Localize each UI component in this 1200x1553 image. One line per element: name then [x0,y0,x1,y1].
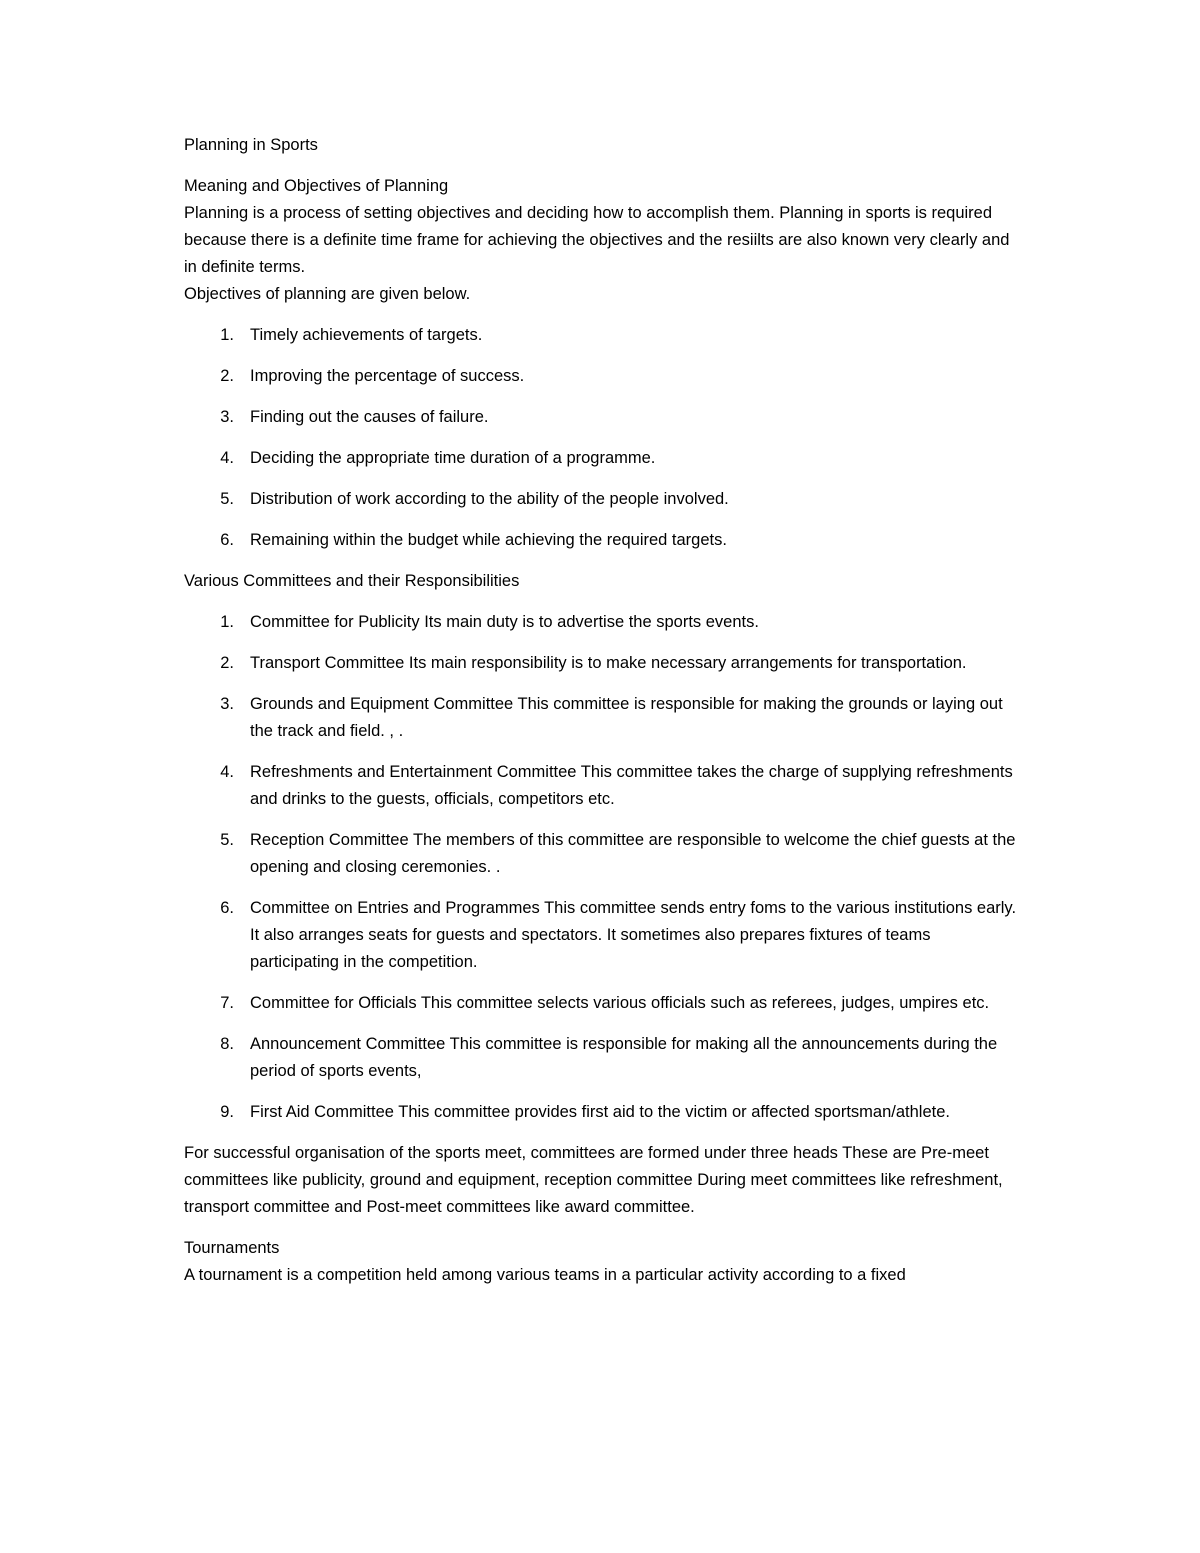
objectives-intro: Objectives of planning are given below. [184,285,471,303]
list-text: Committee on Entries and Programmes This committee sends entry foms to the various institutions early. It also arranges seats for guests and spectators. It sometimes also prepares fixtures of teams participating in the competition. [250,899,1017,971]
list-item [184,990,1020,1017]
list-number: 7. [220,994,234,1012]
list-text: Committee for Publicity Its main duty is to advertise the sports events. [250,613,759,631]
list-text: First Aid Committee This committee provides first aid to the victim or affected sportsman/athlete. [250,1103,950,1121]
list-item [184,1031,1020,1085]
list-item [184,609,1020,636]
list-text: Timely achievements of targets. [250,326,483,344]
list-number: 5. [220,831,234,849]
list-item [184,322,1044,349]
list-text: Distribution of work according to the ability of the people involved. [250,490,729,508]
list-text: Announcement Committee This committee is responsible for making all the announcements during the period of sports events, [250,1035,998,1080]
tournaments-paragraph: A tournament is a competition held among various teams in a particular activity according to a fixed [184,1266,906,1284]
list-text: Transport Committee Its main responsibility is to make necessary arrangements for transportation. [250,654,967,672]
list-item [184,486,1044,513]
list-item [184,404,1044,431]
list-item [184,1099,1020,1126]
list-text: Improving the percentage of success. [250,367,525,385]
list-text: Committee for Officials This committee selects various officials such as referees, judges, umpires etc. [250,994,990,1012]
list-number: 1. [220,326,234,344]
list-number: 2. [220,654,234,672]
list-text: Finding out the causes of failure. [250,408,489,426]
list-number: 5. [220,490,234,508]
list-number: 8. [220,1035,234,1053]
tournaments-heading: Tournaments [184,1239,280,1257]
list-text: Grounds and Equipment Committee This committee is responsible for making the grounds or laying out the track and field. , . [250,695,1003,740]
meaning-paragraph: Planning is a process of setting objectives and deciding how to accomplish them. Planning in sports is required because there is a definite time frame for achieving the objectives and the resiilts are also known very clearly and in definite terms. [184,204,1010,276]
list-number: 6. [220,899,234,917]
list-number: 4. [220,763,234,781]
document-page [184,132,1044,1289]
list-number: 6. [220,531,234,549]
list-text: Remaining within the budget while achieving the required targets. [250,531,727,549]
list-item [184,827,1020,881]
list-item [184,363,1044,390]
list-number: 1. [220,613,234,631]
list-number: 9. [220,1103,234,1121]
list-item [184,759,1020,813]
committees-list [184,609,1044,1126]
list-number: 3. [220,695,234,713]
list-text: Reception Committee The members of this committee are responsible to welcome the chief guests at the opening and closing ceremonies. . [250,831,1016,876]
list-number: 2. [220,367,234,385]
list-text: Deciding the appropriate time duration of a programme. [250,449,656,467]
meaning-heading: Meaning and Objectives of Planning [184,177,449,195]
list-item [184,527,1044,554]
list-item [184,445,1044,472]
list-item [184,650,1020,677]
list-text: Refreshments and Entertainment Committee This committee takes the charge of supplying refreshments and drinks to the guests, officials, competitors etc. [250,763,1013,808]
list-number: 3. [220,408,234,426]
committees-heading: Various Committees and their Responsibilities [184,572,520,590]
document-title: Planning in Sports [184,136,318,154]
list-item [184,691,1020,745]
list-number: 4. [220,449,234,467]
list-item [184,895,1020,976]
objectives-list [184,322,1044,554]
organisation-paragraph: For successful organisation of the sports meet, committees are formed under three heads These are Pre-meet committees like publicity, ground and equipment, reception committee During meet committees like refreshment, transport committee and Post-meet committees like award committee. [184,1144,1003,1216]
